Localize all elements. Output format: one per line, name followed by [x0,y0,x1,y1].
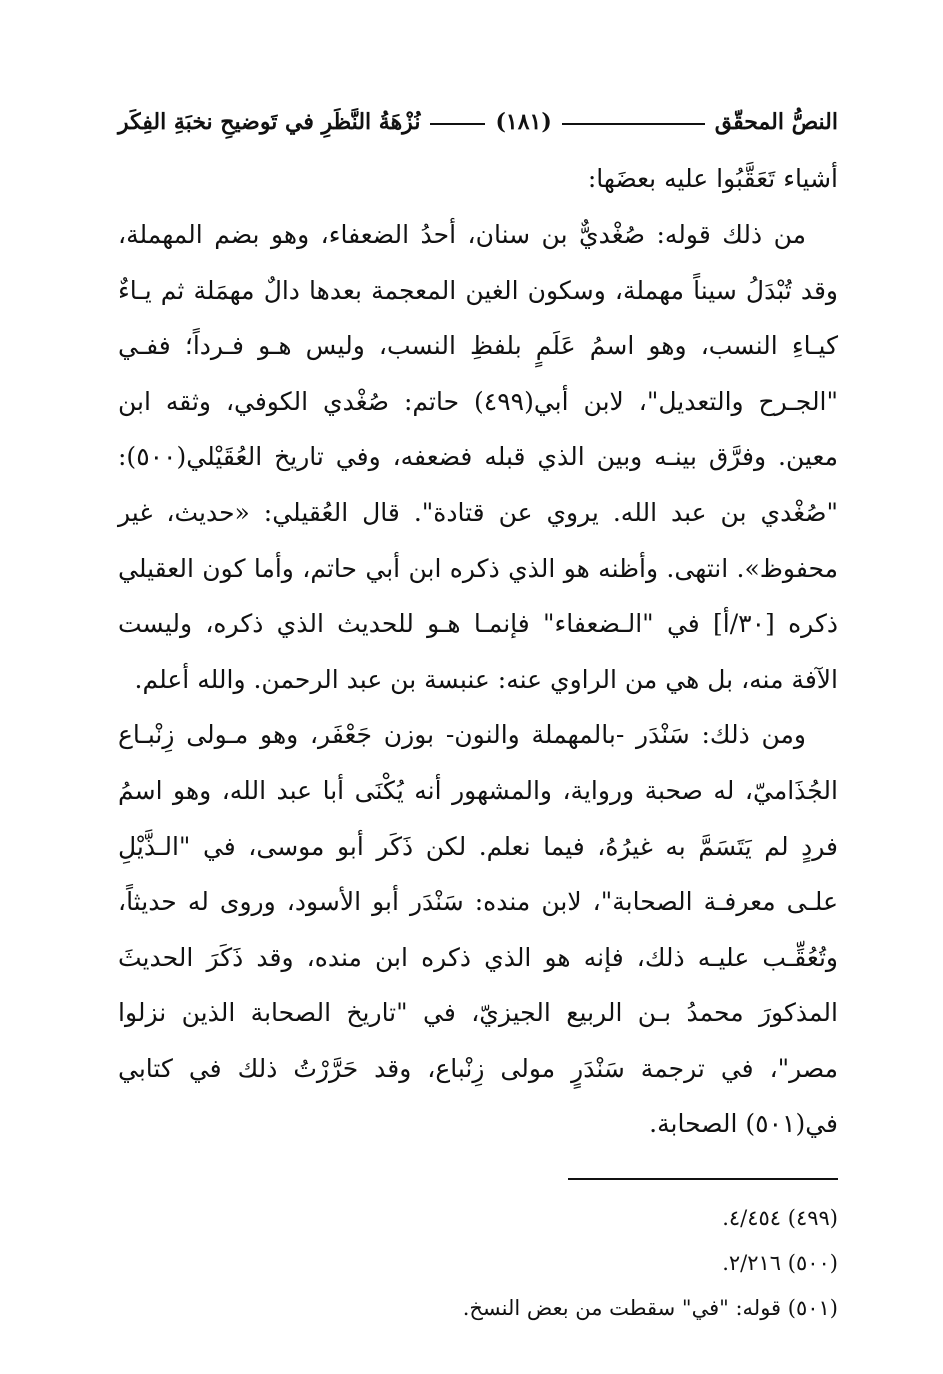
page-number: (١٨١) [495,109,552,135]
footnote-499: (٤٩٩) ٤/٤٥٤. [722,1206,838,1231]
header-book-title: نُزْهَةُ النَّظَرِ في تَوضيحِ نخبَةِ الفِكَر [118,109,421,135]
footnote-500: (٥٠٠) ٢/٢١٦. [722,1251,838,1276]
footnotes [118,1196,838,1331]
book-page [118,95,838,1331]
header-section-title: النصُّ المحقّق [714,109,838,135]
header-rule-right [562,123,705,125]
paragraph-sughdi: من ذلك قوله: صُغْديٌّ بن سنان، أحدُ الضعفاء، وهو بضم المهملة، وقد تُبْدَلُ سيناً مهملة، وسكون الغين المعجمة بعدها دالٌ مهمَلة ثم يـاءٌ كيـاءِ النسب، وهو اسمُ عَلَمٍ بلفظِ النسب، وليس هـو فـرداً؛ ففـي "الجـرح والتعديل"، لابن أبي(٤٩٩) حاتم: صُغْدي الكوفي، وثقه ابن معين. وفرَّق بينـه وبين الذي قبله فضعفه، وفي تاريخ العُقَيْلي(٥٠٠): "صُغْدي بن عبد الله. يروي عن قتادة". قال العُقيلي: «حديث، غير محفوظ». انتهى. وأظنه هو الذي ذكره ابن أبي حاتم، وأما كون العقيلي ذكره [٣٠/أ] في "الـضعفاء" فإنمـا هـو للحديث الذي ذكره، وليست الآفة منه، بل هي من الراوي عنه: عنبسة بن عبد الرحمن. والله أعلم. [118,219,838,694]
paragraph-intro: أشياء تَعَقَّبُوا عليه بعضَها: [587,164,838,194]
header-rule-left [430,123,485,125]
paragraph-sandar: ومن ذلك: سَنْدَر -بالمهملة والنون- بوزن جَعْفَر، وهو مـولى زِنْبـاع الجُذَاميّ، له صحبة ورواية، والمشهور أنه يُكْنَى أبا عبد الله، وهو اسمُ فردٍ لم يَتَسَمَّ به غيرُهُ، فيما نعلم. لكن ذَكَر أبو موسى، في "الـذَّيْلِ علـى معرفـة الصحابة"، لابن منده: سَنْدَر أبو الأسود، وروى له حديثاً، وتُعُقِّـب عليـه ذلك، فإنه هو الذي ذكره ابن منده، وقد ذَكَرَ الحديثَ المذكورَ محمدُ بـن الربيع الجيزيّ، في "تاريخ الصحابة الذين نزلوا مصر"، في ترجمة سَنْدَرٍ مولى زِنْباع، وقد حَرَّرْتُ ذلك في كتابي في(٥٠١) الصحابة. [118,720,838,1139]
footnote-501: (٥٠١) قوله: "في" سقطت من بعض النسخ. [462,1296,838,1321]
running-header [118,95,838,135]
main-text [118,151,838,1152]
footnote-separator [568,1178,838,1180]
